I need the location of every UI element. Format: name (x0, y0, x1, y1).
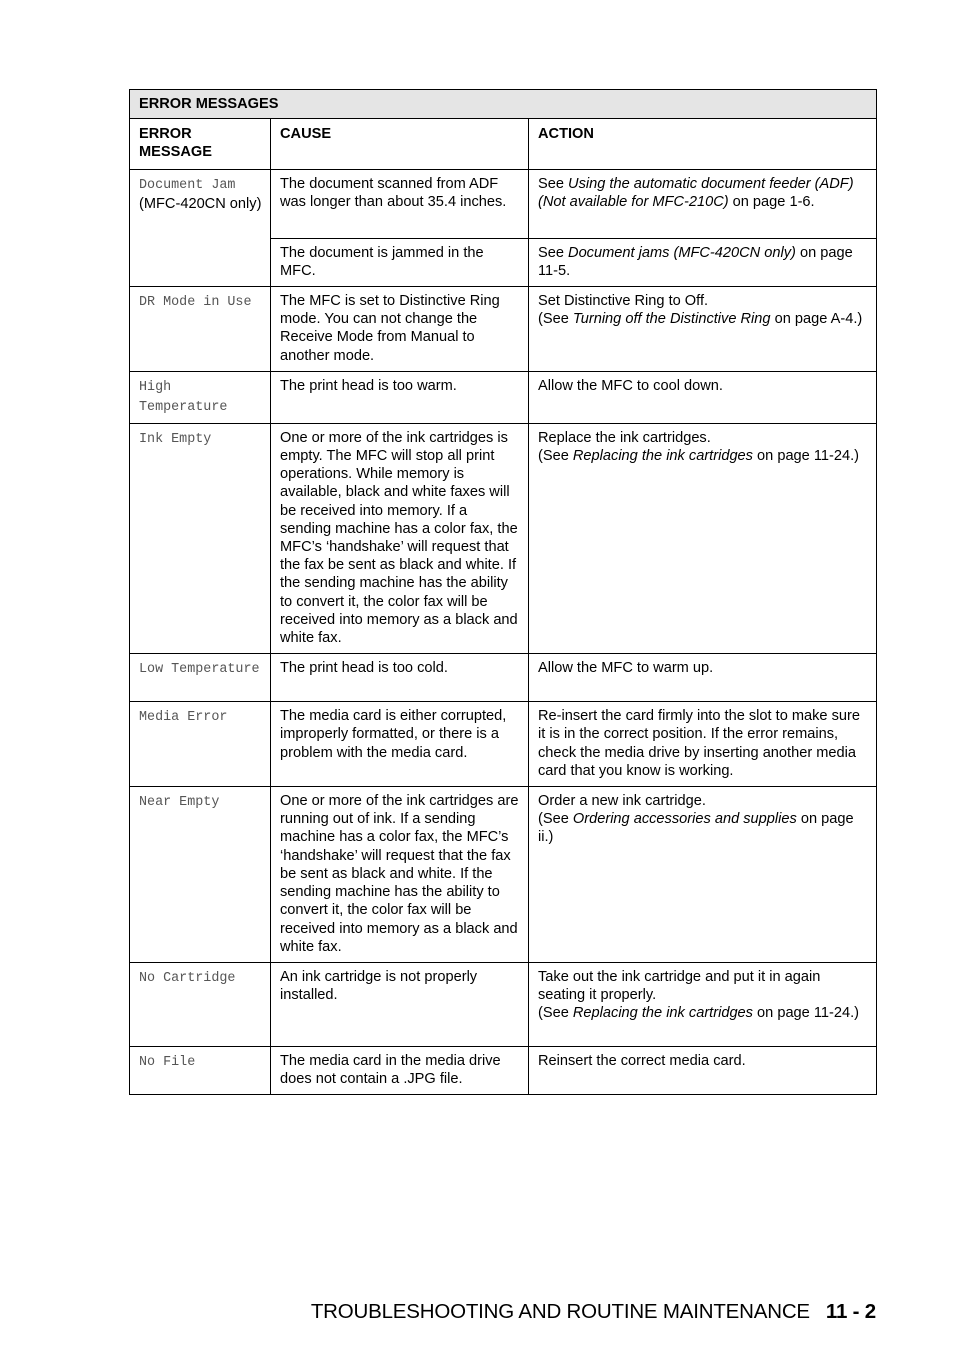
action-pre: (See (538, 1005, 573, 1022)
header-error-message: ERROR MESSAGE (130, 119, 271, 169)
action-post: on page 11-5. (538, 244, 853, 279)
cause-cell: The print head is too cold. (271, 654, 529, 702)
error-message-text: No Cartridge (139, 970, 236, 986)
error-message-text: Low Temperature (139, 662, 260, 678)
action-reference: Document jams (MFC-420CN only) (568, 244, 796, 261)
action-post: on page 1-6. (728, 193, 815, 210)
cause-cell: The print head is too warm. (271, 371, 529, 423)
table-row (130, 654, 877, 702)
action-cell (529, 238, 877, 286)
table-row (130, 287, 877, 372)
action-pre: See (538, 175, 569, 192)
table-row (130, 702, 877, 787)
error-message-cell (130, 787, 271, 963)
action-lead: Re-insert the card firmly into the slot to make sure it is in the correct position. If the error remains, check the media drive by inserting another media card that you know is working. (538, 708, 860, 779)
table-row (130, 371, 877, 423)
error-message-cell (130, 654, 271, 702)
table-row (130, 1046, 877, 1094)
table-title-row (130, 90, 877, 119)
action-lead: Reinsert the correct media card. (538, 1052, 746, 1069)
error-message-text: Media Error (139, 710, 228, 726)
action-cell (529, 654, 877, 702)
cause-cell: The MFC is set to Distinctive Ring mode. You can not change the Receive Mode from Manual to another mode. (271, 287, 529, 372)
error-message-text: No File (139, 1054, 196, 1070)
action-cell (529, 962, 877, 1046)
action-cell (529, 702, 877, 787)
action-cell (529, 371, 877, 423)
action-post: on page A-4.) (770, 311, 863, 328)
error-message-cell (130, 1046, 271, 1094)
page-footer (311, 1300, 876, 1324)
action-cell (529, 169, 877, 238)
cause-cell: One or more of the ink cartridges are running out of ink. If a sending machine has a color fax, the MFC’s ‘handshake’ will request that the fax be sent as black and white. If the sending machine has the ability to convert it, the color fax will be received into memory as a black and white fax. (271, 787, 529, 963)
error-message-text: Ink Empty (139, 431, 212, 447)
error-message-cell (130, 962, 271, 1046)
table-title: ERROR MESSAGES (130, 90, 877, 119)
header-cause: CAUSE (271, 119, 529, 169)
footer-section-title: TROUBLESHOOTING AND ROUTINE MAINTENANCE (310, 1300, 810, 1323)
error-message-cell (130, 169, 271, 286)
action-reference: Replacing the ink cartridges (572, 448, 753, 465)
action-reference: Replacing the ink cartridges (572, 1005, 753, 1022)
action-cell (529, 1046, 877, 1094)
cause-cell: An ink cartridge is not properly installed. (271, 962, 529, 1046)
error-message-text: Near Empty (139, 795, 220, 811)
action-lead: Replace the ink cartridges. (538, 429, 711, 446)
error-message-cell (130, 423, 271, 653)
action-pre: (See (538, 448, 573, 465)
error-message-cell (130, 287, 271, 372)
action-cell (529, 287, 877, 372)
table-row (130, 787, 877, 963)
action-reference: Ordering accessories and supplies (572, 811, 797, 828)
error-message-text: DR Mode in Use (139, 295, 252, 311)
action-cell (529, 787, 877, 963)
cause-cell: One or more of the ink cartridges is empty. The MFC will stop all print operations. While memory is available, black and white faxes will be received into memory. If a sending machine has a color fax, the MFC’s ‘handshake’ will request that the fax be sent as black and white. If the sending machine has the ability to convert it, the color fax will be received into memory as a black and white fax. (271, 423, 529, 653)
action-reference: Turning off the Distinctive Ring (572, 311, 771, 328)
action-post: on page ii.) (538, 811, 854, 846)
header-action: ACTION (529, 119, 877, 169)
action-post: on page 11-24.) (752, 448, 860, 465)
error-message-cell (130, 371, 271, 423)
table-row (130, 169, 877, 238)
page-number: 11 - 2 (825, 1300, 876, 1323)
action-lead: Allow the MFC to warm up. (538, 660, 714, 677)
action-post: on page 11-24.) (752, 1005, 860, 1022)
cause-cell: The document scanned from ADF was longer than about 35.4 inches. (271, 169, 529, 238)
action-cell (529, 423, 877, 653)
cause-cell: The media card is either corrupted, improperly formatted, or there is a problem with the media card. (271, 702, 529, 787)
action-pre: See (538, 244, 569, 261)
cause-cell: The media card in the media drive does not contain a .JPG file. (271, 1046, 529, 1094)
error-message-cell (130, 702, 271, 787)
action-lead: Order a new ink cartridge. (538, 793, 706, 810)
action-pre: (See (538, 811, 573, 828)
table-header-row (130, 119, 877, 169)
table-row (130, 423, 877, 653)
action-lead: Set Distinctive Ring to Off. (538, 293, 709, 310)
action-pre: (See (538, 311, 573, 328)
error-message-text: High Temperature (139, 379, 228, 415)
action-lead: Allow the MFC to cool down. (538, 377, 723, 394)
action-reference: Using the automatic document feeder (ADF) (Not available for MFC-210C) (538, 175, 854, 210)
error-message-note: (MFC-420CN only) (139, 195, 262, 212)
error-message-text: Document Jam (139, 177, 236, 193)
table-row (130, 962, 877, 1046)
error-messages-table (129, 89, 877, 1095)
action-lead: Take out the ink cartridge and put it in again seating it properly. (538, 968, 821, 1004)
cause-cell: The document is jammed in the MFC. (271, 238, 529, 286)
